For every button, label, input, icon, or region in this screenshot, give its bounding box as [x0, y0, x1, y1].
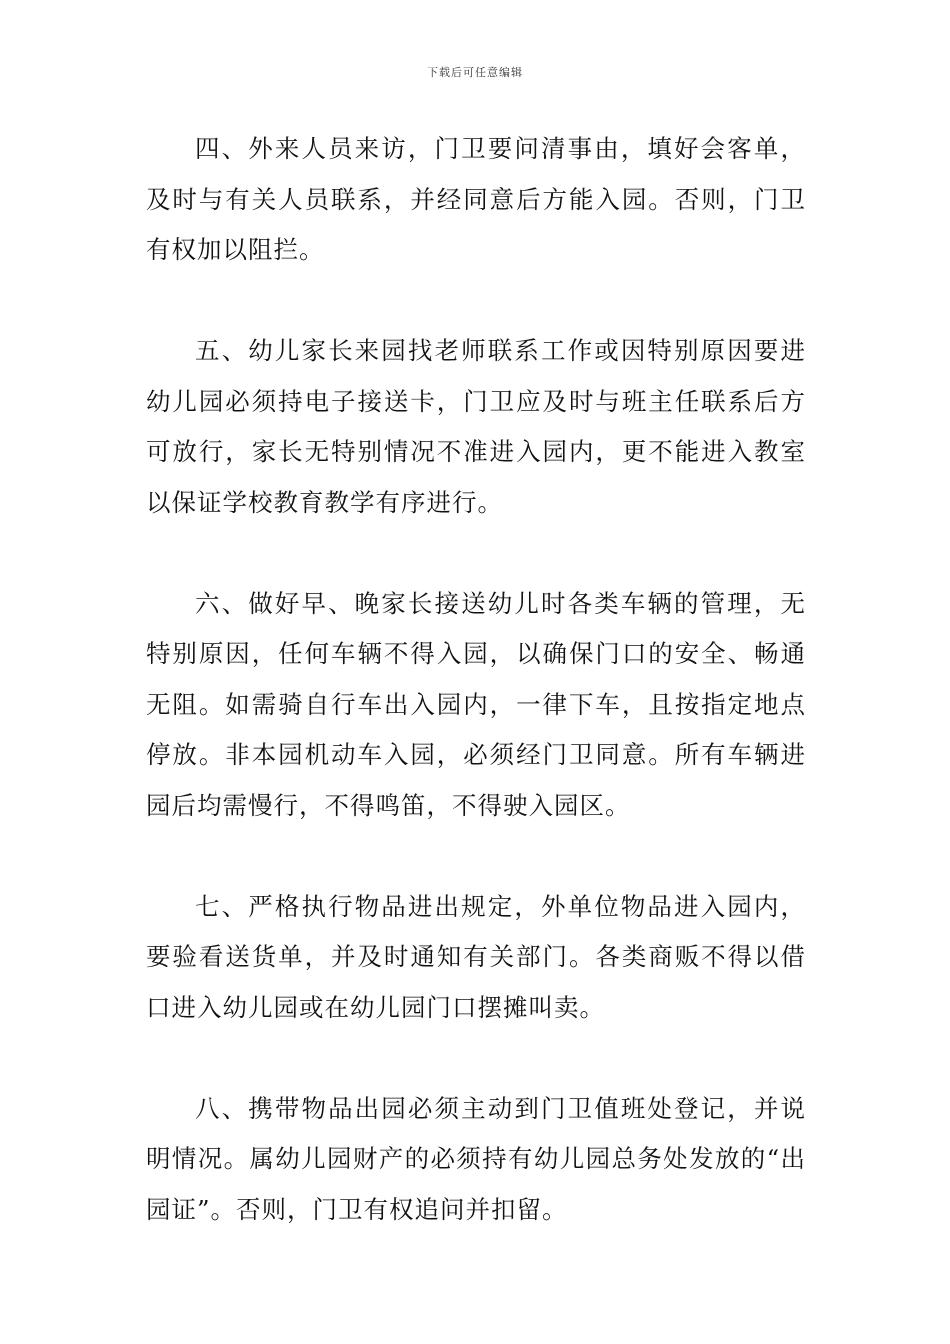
paragraph-rule-8: 八、携带物品出园必须主动到门卫值班处登记，并说明情况。属幼儿园财产的必须持有幼儿园总务处发放的“出园证”。否则，门卫有权追问并扣留。	[146, 1093, 806, 1224]
paragraph-rule-5: 五、幼儿家长来园找老师联系工作或因特别原因要进幼儿园必须持电子接送卡，门卫应及时与班主任联系后方可放行，家长无特别情况不准进入园内，更不能进入教室以保证学校教育教学有序进行。	[146, 336, 806, 517]
header-note: 下载后可任意编辑	[427, 66, 523, 79]
paragraph-rule-7: 七、严格执行物品进出规定，外单位物品进入园内，要验看送货单，并及时通知有关部门。各类商贩不得以借口进入幼儿园或在幼儿园门口摆摊叫卖。	[146, 891, 806, 1022]
paragraph-rule-4: 四、外来人员来访，门卫要问清事由，填好会客单，及时与有关人员联系，并经同意后方能入园。否则，门卫有权加以阻拦。	[146, 134, 806, 264]
document-body	[146, 124, 806, 1286]
paragraph-rule-6: 六、做好早、晚家长接送幼儿时各类车辆的管理，无特别原因，任何车辆不得入园，以确保门口的安全、畅通无阻。如需骑自行车出入园内，一律下车，且按指定地点停放。非本园机动车入园，必须经门卫同意。所有车辆进园后均需慢行，不得鸣笛，不得驶入园区。	[146, 588, 806, 820]
